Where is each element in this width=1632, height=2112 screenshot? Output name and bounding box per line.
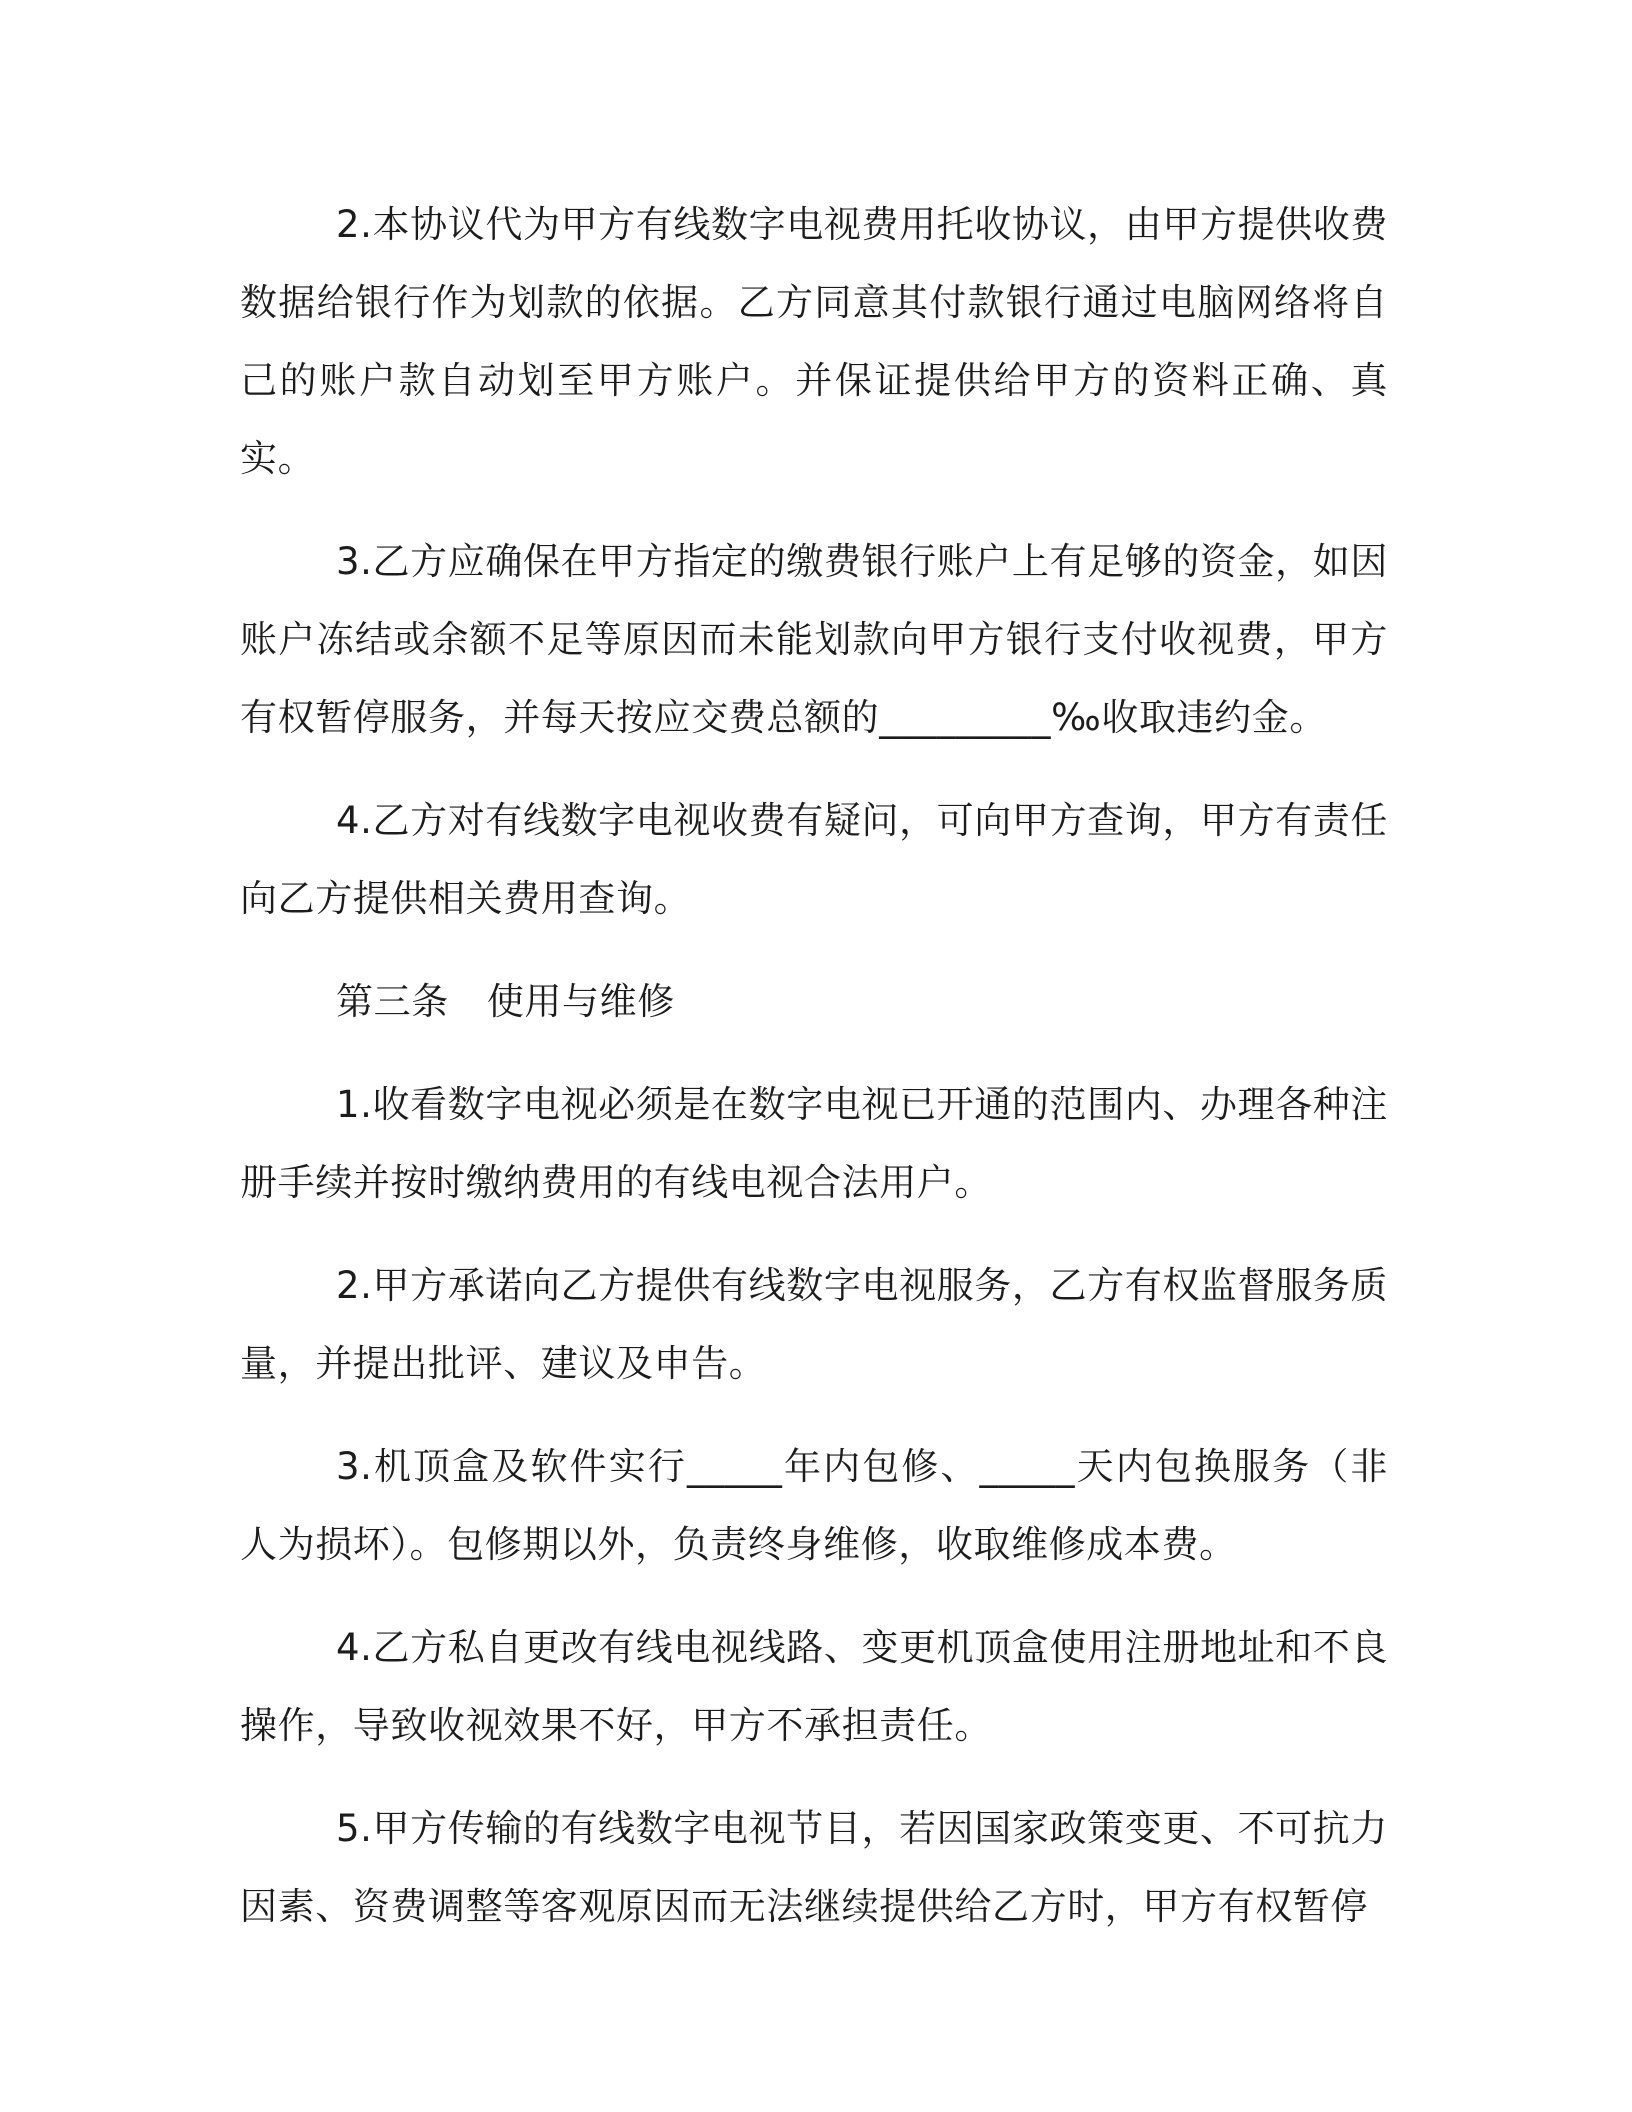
paragraph-program-suspension: 5.甲方传输的有线数字电视节目，若因国家政策变更、不可抗力因素、资费调整等客观原因而无法继续提供给乙方时，甲方有权暂停 bbox=[240, 1807, 1388, 1928]
paragraph-legal-user: 1.收看数字电视必须是在数字电视已开通的范围内、办理各种注册手续并按时缴纳费用的有线电视合法用户。 bbox=[240, 1083, 1388, 1204]
section-title: 使用与维修 bbox=[486, 980, 675, 1023]
paragraph-liability: 4.乙方私自更改有线电视线路、变更机顶盒使用注册地址和不良操作，导致收视效果不好，甲方不承担责任。 bbox=[240, 1626, 1388, 1747]
section-number: 第三条 bbox=[336, 980, 449, 1023]
paragraph-fee-inquiry: 4.乙方对有线数字电视收费有疑问，可向甲方查询，甲方有责任向乙方提供相关费用查询。 bbox=[240, 799, 1388, 920]
document-body bbox=[240, 186, 1388, 1946]
paragraph-billing-agreement: 2.本协议代为甲方有线数字电视费用托收协议，由甲方提供收费数据给银行作为划款的依据。乙方同意其付款银行通过电脑网络将自己的账户款自动划至甲方账户。并保证提供给甲方的资料正确、真实。 bbox=[240, 203, 1388, 480]
paragraph-service-commitment: 2.甲方承诺向乙方提供有线数字电视服务，乙方有权监督服务质量，并提出批评、建议及申告。 bbox=[240, 1264, 1388, 1385]
section-heading bbox=[240, 963, 1388, 1041]
paragraph-account-funds: 3.乙方应确保在甲方指定的缴费银行账户上有足够的资金，如因账户冻结或余额不足等原因而未能划款向甲方银行支付收视费，甲方有权暂停服务，并每天按应交费总额的_________‰收取违约金。 bbox=[240, 540, 1388, 739]
paragraph-warranty: 3.机顶盒及软件实行_____年内包修、_____天内包换服务（非人为损坏）。包修期以外，负责终身维修，收取维修成本费。 bbox=[240, 1445, 1388, 1566]
